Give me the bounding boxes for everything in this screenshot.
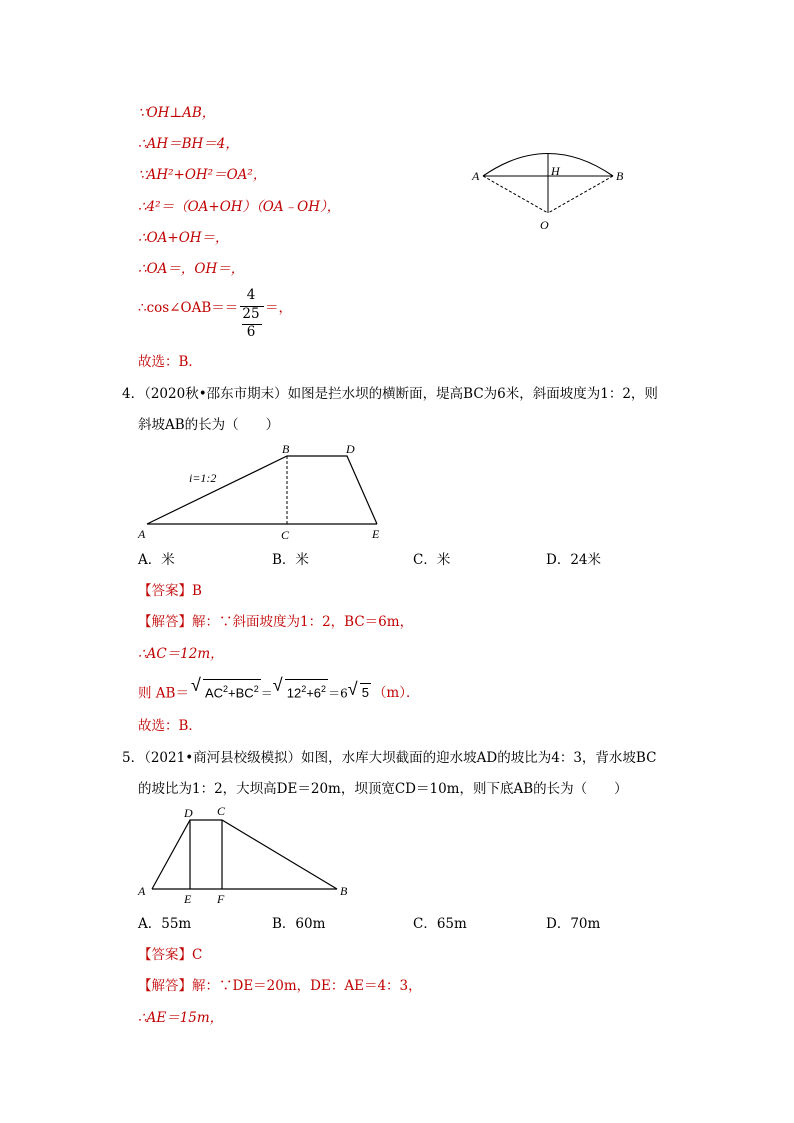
q5-figure-dam [134,800,364,908]
fig5-label-e: E [184,892,192,906]
q4-sol3-prefix: 则 AB＝ [138,685,189,702]
q3-fraction-top: 4 [246,287,256,303]
fig5-label-d: D [184,806,193,820]
fig3-label-o: O [540,218,549,232]
q3-fraction-bot: 6 [246,324,256,340]
q4-option-d: D．24米 [546,552,602,568]
fig4-label-slope: i=1:2 [189,471,217,485]
fig4-label-b: B [282,442,290,456]
q4-sol3-eq: ＝ [260,686,273,701]
q3-line-4: ∴4²＝（OA+OH）（OA﹣OH）， [138,199,341,215]
q4-answer: 【答案】B [138,583,202,599]
q4-sol3-5: 5 [361,685,369,701]
fig4-label-a: A [138,527,146,541]
q4-solution-line-3 [138,675,420,702]
q3-line-7-prefix: ∴cos∠OAB＝＝ [138,300,239,316]
q5-answer: 【答案】C [138,947,203,963]
q3-line-7-suffix: ＝， [265,300,292,316]
q4-sol3-bc-exp: 2 [253,684,259,694]
fig3-segment-ob [548,176,613,213]
q3-line-6: ∴OA＝，OH＝， [138,261,245,277]
q4-sol3-12: 12 [286,685,302,701]
q5-option-d: D．70m [546,916,601,932]
fig5-dam-outline [152,820,337,889]
fig3-segment-oa [483,176,548,213]
q4-sol3-12-exp: 2 [301,684,307,694]
q4-sol3-ac-exp: 2 [223,684,229,694]
q4-sol3-ac: AC [204,685,224,701]
fig4-label-d: D [346,442,355,456]
q5-stem-line-1: 5．（2021•商河县校级模拟）如图，水库大坝截面的迎水坡AD的坡比为4：3，背水坡BC [122,750,657,766]
q4-conclusion: 故选：B． [138,718,202,734]
q3-line-1: ∵OH⊥AB， [138,105,216,121]
q4-stem-line-1: 4．（2020秋•邵东市期末）如图是拦水坝的横断面，堤高BC为6米，斜面坡度为1：2，则 [122,386,658,402]
fig5-label-c: C [217,804,226,818]
fig3-label-h: H [551,164,560,178]
q4-figure-dam [132,440,392,545]
fig4-label-e: E [372,527,380,541]
q5-option-a: A．55m [138,916,192,932]
q3-line-5: ∴OA+OH＝， [138,230,229,246]
q5-solution-line-2: ∴AE＝15m， [138,1010,224,1026]
fig3-label-a: A [472,169,480,183]
q5-option-c: C．65m [413,916,467,932]
q4-sol3-sqrt-2-sign: √ [272,675,283,695]
fig5-label-a: A [138,884,146,898]
q5-stem-line-2: 的坡比为1：2，大坝高DE＝20m，坝顶宽CD＝10m，则下底AB的长为（ ） [138,781,628,797]
q4-sol3-sqrt-2 [272,675,328,702]
q4-option-a: A．米 [138,552,175,568]
q3-line-3: ∵AH²+OH²＝OA²， [138,167,267,183]
q4-solution-line-1: 【解答】解：∵斜面坡度为1：2，BC＝6m， [138,614,414,630]
q3-fraction-mid: 25 [242,306,260,322]
q4-sol3-6: +6 [306,685,322,701]
q4-option-b: B．米 [272,552,309,568]
q4-sol3-6-exp: 2 [321,684,327,694]
q3-conclusion: 故选：B． [138,354,202,370]
fig4-label-c: C [281,528,290,542]
q4-sol3-unit: （m）． [372,685,420,702]
q4-sol3-bc: +BC [228,685,254,701]
q4-sol3-sqrt-3-sign: √ [347,679,358,700]
q3-line-2: ∴AH＝BH＝4， [138,136,239,152]
q5-option-b: B．60m [272,916,326,932]
fig3-label-b: B [616,169,624,183]
fig5-label-f: F [217,892,225,906]
q4-sol3-sqrt-3 [347,679,371,702]
q4-sol3-sqrt-1-sign: √ [190,675,201,695]
q4-sol3-eq2: ＝6 [328,686,348,701]
q4-option-c: C．米 [413,552,451,568]
q4-sol3-sqrt-1 [190,675,261,702]
fig5-label-b: B [340,884,348,898]
fig4-dam-outline [147,456,377,524]
q4-stem-line-2: 斜坡AB的长为（ ） [138,417,280,433]
q5-solution-line-1: 【解答】解：∵DE＝20m，DE：AE＝4：3， [138,978,422,994]
q4-solution-line-2: ∴AC＝12m， [138,646,224,662]
q3-figure-arc-chord [468,145,633,240]
